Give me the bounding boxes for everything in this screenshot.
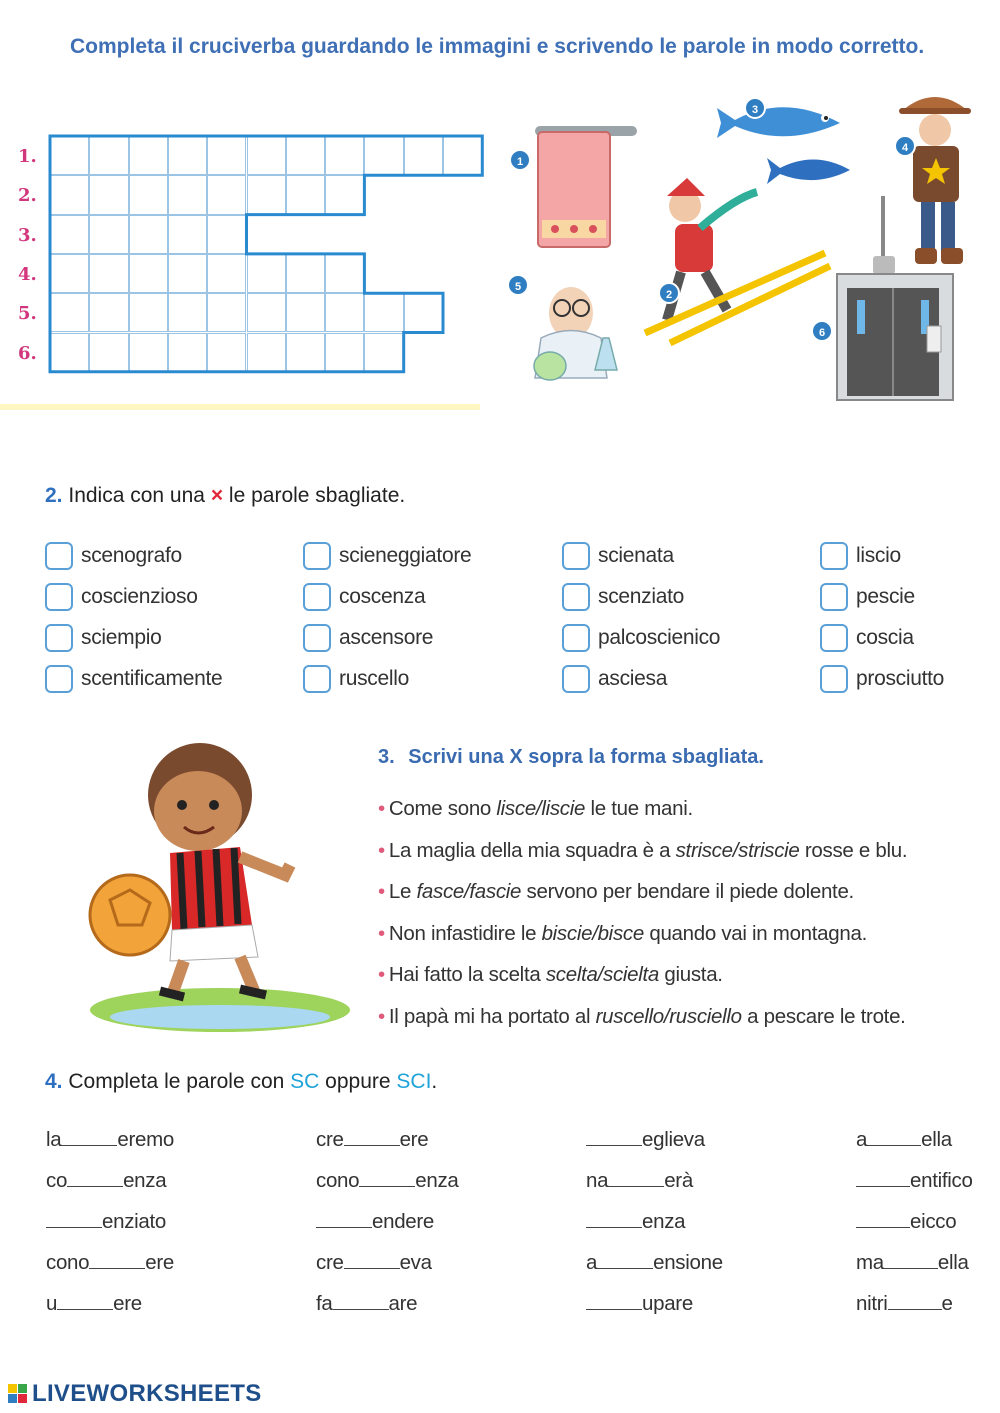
word-label: scenografo (81, 544, 182, 567)
fill-suffix: enza (123, 1169, 167, 1192)
word-label: ascensore (339, 626, 434, 649)
fill-prefix: cono (316, 1169, 360, 1192)
fill-item (586, 1288, 693, 1320)
fill-prefix: nitri (856, 1292, 888, 1315)
sentence-item (378, 792, 693, 826)
word-checkbox[interactable] (820, 665, 848, 693)
fill-suffix: ere (399, 1128, 429, 1151)
ex3-number: 3. (378, 746, 395, 768)
word-option (820, 661, 944, 697)
fish-picture (717, 107, 850, 184)
word-checkbox[interactable] (45, 624, 73, 652)
word-label: scienata (598, 544, 674, 567)
fill-prefix: na (586, 1169, 609, 1192)
sentence-text-after: le tue mani. (585, 797, 693, 820)
fill-suffix: ella (937, 1251, 969, 1274)
sentence-options[interactable]: fasce/fascie (416, 880, 522, 903)
fill-item (856, 1124, 952, 1156)
crossword-outline (50, 136, 500, 386)
fill-blank-input[interactable] (608, 1165, 664, 1187)
ex3-title-text: Scrivi una X sopra la forma sbagliata. (408, 746, 764, 768)
fill-prefix: cono (46, 1251, 90, 1274)
fill-item (46, 1206, 166, 1238)
picture-number-2: 2 (658, 282, 680, 304)
sentence-text-before: La maglia della mia squadra è a (388, 838, 676, 862)
word-label: scieneggiatore (339, 544, 472, 567)
fill-item (46, 1247, 174, 1279)
fill-blank-input[interactable] (57, 1288, 113, 1310)
footer-brand-text: LIVEWORKSHEETS (32, 1380, 262, 1407)
ex4-sci-label: SCI (396, 1070, 432, 1093)
fill-item (316, 1124, 428, 1156)
footer-brand (8, 1380, 262, 1408)
ex2-title-before: Indica con una (68, 484, 205, 507)
cowboy-picture (899, 97, 971, 264)
sentence-options[interactable]: scelta/scielta (545, 963, 659, 986)
sentence-options[interactable]: ruscello/rusciello (595, 1004, 742, 1028)
fill-suffix: erà (664, 1169, 693, 1192)
word-label: asciesa (598, 667, 668, 690)
word-label: ruscello (339, 667, 409, 690)
fill-blank-input[interactable] (867, 1124, 921, 1146)
picture-number-1: 1 (509, 149, 531, 171)
fill-suffix: eglieva (642, 1128, 705, 1151)
fill-blank-input[interactable] (359, 1165, 415, 1187)
fill-suffix: enziato (102, 1210, 167, 1233)
word-option (45, 661, 222, 697)
ex3-title (378, 746, 764, 769)
fill-blank-input[interactable] (67, 1165, 123, 1187)
elevator-picture (837, 196, 953, 400)
crossword-illustrations (495, 88, 1000, 408)
word-checkbox[interactable] (562, 665, 590, 693)
fill-item (856, 1247, 969, 1279)
crossword-row-number: 1. (18, 146, 37, 167)
fill-item (316, 1288, 417, 1320)
word-checkbox[interactable] (820, 583, 848, 611)
word-option (45, 538, 182, 574)
sentence-options[interactable]: lisce/liscie (496, 797, 586, 820)
word-option (303, 538, 471, 574)
fill-suffix: eva (399, 1251, 432, 1274)
fill-suffix: entifico (910, 1169, 973, 1192)
word-checkbox[interactable] (820, 542, 848, 570)
ex4-sc-label: SC (290, 1070, 320, 1093)
sentence-bullet: • (378, 880, 385, 903)
ex4-title (45, 1070, 437, 1094)
sentence-options[interactable]: biscie/bisce (541, 921, 644, 945)
sentence-item (378, 958, 723, 992)
word-option (562, 620, 720, 656)
fill-prefix: co (46, 1169, 68, 1192)
scientist-picture (534, 287, 617, 380)
fill-suffix: enza (642, 1210, 686, 1233)
sentence-bullet: • (378, 921, 385, 945)
word-checkbox[interactable] (303, 624, 331, 652)
fill-item (316, 1247, 432, 1279)
fill-suffix: enza (415, 1169, 459, 1192)
fill-item (586, 1165, 693, 1197)
fill-blank-input[interactable] (333, 1288, 389, 1310)
word-option (562, 538, 674, 574)
word-option (45, 620, 161, 656)
sentence-text-after: quando vai in montagna. (643, 921, 867, 945)
word-label: coscenza (339, 585, 426, 608)
sentence-item (378, 834, 907, 868)
fill-blank-input[interactable] (61, 1124, 117, 1146)
sentence-bullet: • (378, 838, 385, 862)
fill-blank-input[interactable] (856, 1206, 910, 1228)
word-label: pescie (856, 585, 915, 608)
fill-blank-input[interactable] (856, 1165, 910, 1187)
fill-prefix: ma (856, 1251, 884, 1274)
fill-prefix: fa (316, 1292, 333, 1315)
word-option (562, 579, 684, 615)
fill-prefix: cre (316, 1251, 344, 1274)
word-label: coscia (856, 626, 914, 649)
fill-item (586, 1206, 685, 1238)
ex4-title-middle: oppure (319, 1070, 397, 1093)
word-checkbox[interactable] (45, 542, 73, 570)
word-option (820, 579, 915, 615)
word-label: scenziato (598, 585, 685, 608)
ex2-x-mark: × (210, 484, 224, 507)
fill-item (46, 1124, 174, 1156)
fill-suffix: ere (113, 1292, 142, 1315)
intro-instruction: Completa il cruciverba guardando le immagini e scrivendo le parole in modo corretto. (70, 35, 925, 58)
ex2-number: 2. (45, 484, 63, 507)
fill-blank-input[interactable] (344, 1247, 400, 1269)
word-option (820, 538, 901, 574)
word-option (303, 579, 425, 615)
crossword-row-number: 6. (18, 342, 37, 364)
word-option (820, 620, 914, 656)
word-checkbox[interactable] (562, 542, 590, 570)
word-label: liscio (856, 544, 901, 567)
divider-line (0, 404, 480, 410)
fill-suffix: eicco (910, 1210, 957, 1233)
crossword-row-number: 3. (18, 224, 37, 246)
crossword-row-number: 4. (18, 263, 37, 285)
sentence-text-before: Il papà mi ha portato al (388, 1004, 596, 1028)
soccer-kid-picture (80, 725, 370, 1035)
fill-blank-input[interactable] (888, 1288, 942, 1310)
fill-item (316, 1165, 459, 1197)
fill-blank-input[interactable] (89, 1247, 145, 1269)
fill-item (586, 1247, 723, 1279)
word-label: coscienzioso (81, 585, 198, 608)
word-option (303, 661, 409, 697)
word-checkbox[interactable] (45, 665, 73, 693)
fill-item (46, 1288, 142, 1320)
word-checkbox[interactable] (562, 624, 590, 652)
sentence-bullet: • (378, 963, 385, 986)
sentence-bullet: • (378, 1004, 385, 1028)
fill-blank-input[interactable] (344, 1124, 400, 1146)
sentence-text-before: Le (388, 880, 417, 903)
fill-prefix: u (46, 1292, 58, 1315)
sentence-text-after: giusta. (659, 963, 723, 986)
word-checkbox[interactable] (303, 665, 331, 693)
fill-suffix: upare (642, 1292, 693, 1315)
word-checkbox[interactable] (820, 624, 848, 652)
soccer-kid-art (80, 725, 370, 1035)
fill-blank-input[interactable] (586, 1206, 642, 1228)
fill-item (856, 1165, 973, 1197)
word-label: prosciutto (856, 667, 945, 690)
ex4-title-end: . (431, 1070, 438, 1093)
ex2-title-after: le parole sbagliate. (228, 484, 406, 507)
skier-picture (645, 178, 830, 343)
ex4-title-before: Completa le parole con (68, 1070, 291, 1093)
fill-blank-input[interactable] (597, 1247, 653, 1269)
fill-blank-input[interactable] (316, 1206, 372, 1228)
fill-prefix: cre (316, 1128, 344, 1151)
picture-number-5: 5 (507, 274, 529, 296)
fill-item (316, 1206, 434, 1238)
sentence-text-before: Come sono (388, 797, 497, 820)
ex4-number: 4. (45, 1070, 63, 1093)
picture-number-3: 3 (744, 97, 766, 119)
fill-suffix: ella (921, 1128, 952, 1151)
towel-picture (535, 126, 637, 247)
word-option (562, 661, 667, 697)
sentence-text-before: Non infastidire le (388, 921, 542, 945)
fill-suffix: ensione (653, 1251, 723, 1274)
fill-suffix: ere (145, 1251, 174, 1274)
fill-suffix: are (388, 1292, 418, 1315)
picture-number-4: 4 (894, 135, 916, 157)
word-checkbox[interactable] (303, 583, 331, 611)
illustration-art (495, 88, 1000, 408)
word-checkbox[interactable] (303, 542, 331, 570)
crossword-row-number: 5. (18, 303, 37, 325)
word-label: scentificamente (81, 667, 223, 690)
fill-suffix: eremo (117, 1128, 174, 1151)
word-option (45, 579, 198, 615)
sentence-bullet: • (378, 797, 385, 820)
sentence-text-after: rosse e blu. (799, 838, 908, 862)
sentence-item (378, 1000, 906, 1034)
fill-prefix: a (856, 1128, 868, 1151)
fill-prefix: a (586, 1251, 598, 1274)
word-option (303, 620, 433, 656)
word-label: palcoscienico (598, 626, 721, 649)
fill-suffix: endere (372, 1210, 435, 1233)
liveworksheets-logo-icon (8, 1384, 28, 1404)
word-label: sciempio (81, 626, 162, 649)
crossword-row-number: 2. (18, 185, 37, 207)
picture-number-6: 6 (811, 320, 833, 342)
fill-blank-input[interactable] (586, 1288, 642, 1310)
fill-item (856, 1288, 953, 1320)
fill-prefix: la (46, 1128, 62, 1151)
fill-item (586, 1124, 705, 1156)
sentence-text-before: Hai fatto la scelta (388, 963, 546, 986)
sentence-text-after: a pescare le trote. (741, 1004, 906, 1028)
crossword-outline-path (50, 136, 482, 372)
fill-blank-input[interactable] (884, 1247, 938, 1269)
word-checkbox[interactable] (45, 583, 73, 611)
sentence-options[interactable]: strisce/striscie (675, 838, 800, 862)
fill-item (46, 1165, 166, 1197)
fill-suffix: e (941, 1292, 953, 1315)
sentence-item (378, 917, 867, 951)
sentence-item (378, 875, 854, 909)
fill-blank-input[interactable] (586, 1124, 642, 1146)
ex2-title (45, 484, 405, 508)
fill-item (856, 1206, 956, 1238)
sentence-text-after: servono per bendare il piede dolente. (521, 880, 854, 903)
word-checkbox[interactable] (562, 583, 590, 611)
fill-blank-input[interactable] (46, 1206, 102, 1228)
